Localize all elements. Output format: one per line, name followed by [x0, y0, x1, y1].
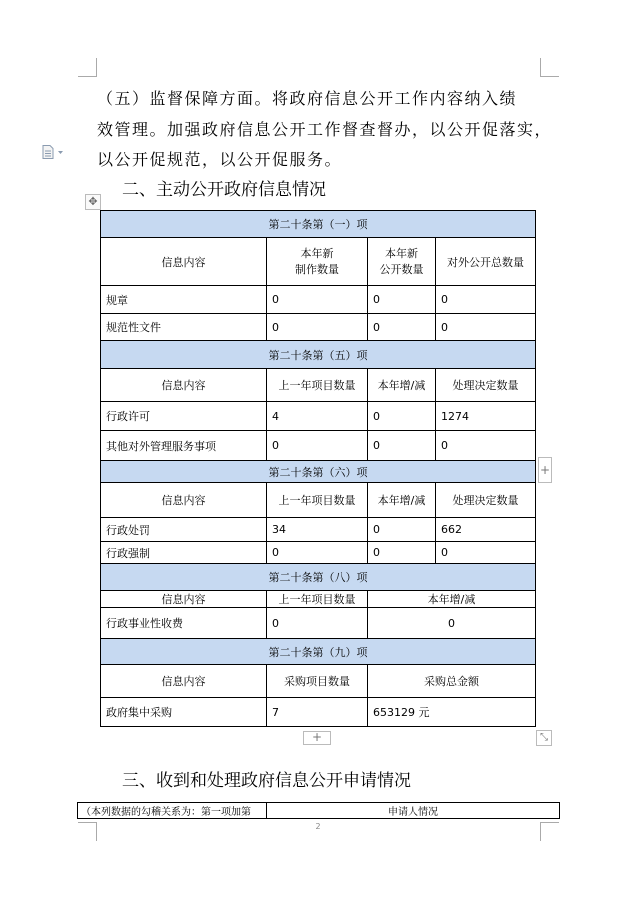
- header-cell: 信息内容: [101, 483, 267, 518]
- section-heading-2: 二、主动公开政府信息情况: [122, 180, 326, 200]
- table-row: [101, 542, 536, 564]
- table-cell: 0: [368, 314, 436, 341]
- header-cell: 采购总金额: [368, 665, 536, 698]
- section-title: 第二十条第（一）项: [101, 211, 536, 238]
- header-cell: 信息内容: [101, 238, 267, 286]
- table-cell: 0: [436, 286, 536, 314]
- header-cell: 本年增/减: [368, 591, 536, 608]
- table-cell: （本列数据的勾稽关系为：第一项加第: [78, 803, 267, 819]
- table-row: [101, 698, 536, 727]
- paragraph-line-2: 效管理。加强政府信息公开工作督查督办，以公开促落实，: [97, 120, 553, 139]
- paragraph-line-3: 以公开促规范，以公开促服务。: [97, 150, 343, 169]
- page-corner-mark-top-left: [78, 58, 97, 77]
- table-cell: 7: [267, 698, 368, 727]
- table-cell: 行政许可: [101, 402, 267, 431]
- section-header-row: [101, 341, 536, 369]
- disclosure-table: [100, 210, 536, 727]
- header-cell: 信息内容: [101, 591, 267, 608]
- table-row: [101, 518, 536, 542]
- header-cell: 处理决定数量: [436, 369, 536, 402]
- move-icon[interactable]: ✥: [85, 194, 101, 210]
- header-cell: 上一年项目数量: [267, 369, 368, 402]
- header-cell: 上一年项目数量: [267, 591, 368, 608]
- page-corner-mark-bottom-left: [78, 822, 97, 841]
- section-header-row: [101, 639, 536, 665]
- section-title: 第二十条第（六）项: [101, 461, 536, 483]
- resize-icon[interactable]: ⤡: [536, 730, 552, 746]
- table-cell: 0: [267, 542, 368, 564]
- header-cell: 对外公开总数量: [436, 238, 536, 286]
- section-heading-3: 三、收到和处理政府信息公开申请情况: [122, 771, 411, 791]
- application-table: [77, 802, 560, 819]
- header-row: [101, 369, 536, 402]
- table-cell: 0: [267, 314, 368, 341]
- section-title: 第二十条第（九）项: [101, 639, 536, 665]
- header-cell: 上一年项目数量: [267, 483, 368, 518]
- table-cell: 1274: [436, 402, 536, 431]
- add-column-button[interactable]: [538, 457, 552, 483]
- header-row: [101, 238, 536, 286]
- header-cell: 采购项目数量: [267, 665, 368, 698]
- table-cell: 规章: [101, 286, 267, 314]
- table-cell: 0: [368, 431, 436, 461]
- document-icon[interactable]: [42, 144, 66, 158]
- table-cell: 0: [368, 402, 436, 431]
- table-row: [78, 803, 560, 819]
- table-cell: 行政强制: [101, 542, 267, 564]
- header-cell: 本年增/减: [368, 369, 436, 402]
- section-title: 第二十条第（八）项: [101, 564, 536, 591]
- section-header-row: [101, 461, 536, 483]
- table-cell: 0: [436, 431, 536, 461]
- table-cell: 0: [267, 431, 368, 461]
- section-title: 第二十条第（五）项: [101, 341, 536, 369]
- table-row: [101, 286, 536, 314]
- page-corner-mark-top-right: [540, 58, 559, 77]
- header-cell: 本年增/减: [368, 483, 436, 518]
- header-cell: 本年新 制作数量: [267, 238, 368, 286]
- section-header-row: [101, 211, 536, 238]
- header-cell: 信息内容: [101, 369, 267, 402]
- header-cell: 本年新 公开数量: [368, 238, 436, 286]
- header-cell: 信息内容: [101, 665, 267, 698]
- table-cell: 申请人情况: [267, 803, 560, 819]
- section-header-row: [101, 564, 536, 591]
- table-cell: 0: [267, 608, 368, 639]
- page-number: 2: [315, 822, 321, 831]
- table-cell: 0: [368, 542, 436, 564]
- header-row: [101, 665, 536, 698]
- table-cell: 653129 元: [368, 698, 536, 727]
- paragraph-line-1: （五）监督保障方面。将政府信息公开工作内容纳入绩: [97, 89, 518, 108]
- table-cell: 662: [436, 518, 536, 542]
- add-row-button[interactable]: [303, 731, 331, 745]
- table-cell: 行政处罚: [101, 518, 267, 542]
- plus-icon: +: [539, 463, 551, 477]
- table-row: [101, 608, 536, 639]
- table-cell: 其他对外管理服务事项: [101, 431, 267, 461]
- header-row: [101, 483, 536, 518]
- table-cell: 0: [267, 286, 368, 314]
- table-cell: 0: [436, 314, 536, 341]
- header-row: [101, 591, 536, 608]
- table-cell: 规范性文件: [101, 314, 267, 341]
- table-cell: 0: [368, 608, 536, 639]
- table-row: [101, 314, 536, 341]
- table-cell: 政府集中采购: [101, 698, 267, 727]
- table-row: [101, 402, 536, 431]
- table-cell: 4: [267, 402, 368, 431]
- table-cell: 34: [267, 518, 368, 542]
- table-cell: 0: [436, 542, 536, 564]
- table-cell: 0: [368, 286, 436, 314]
- header-cell: 处理决定数量: [436, 483, 536, 518]
- table-row: [101, 431, 536, 461]
- page-corner-mark-bottom-right: [540, 822, 559, 841]
- table-cell: 行政事业性收费: [101, 608, 267, 639]
- table-cell: 0: [368, 518, 436, 542]
- plus-icon: +: [311, 730, 323, 744]
